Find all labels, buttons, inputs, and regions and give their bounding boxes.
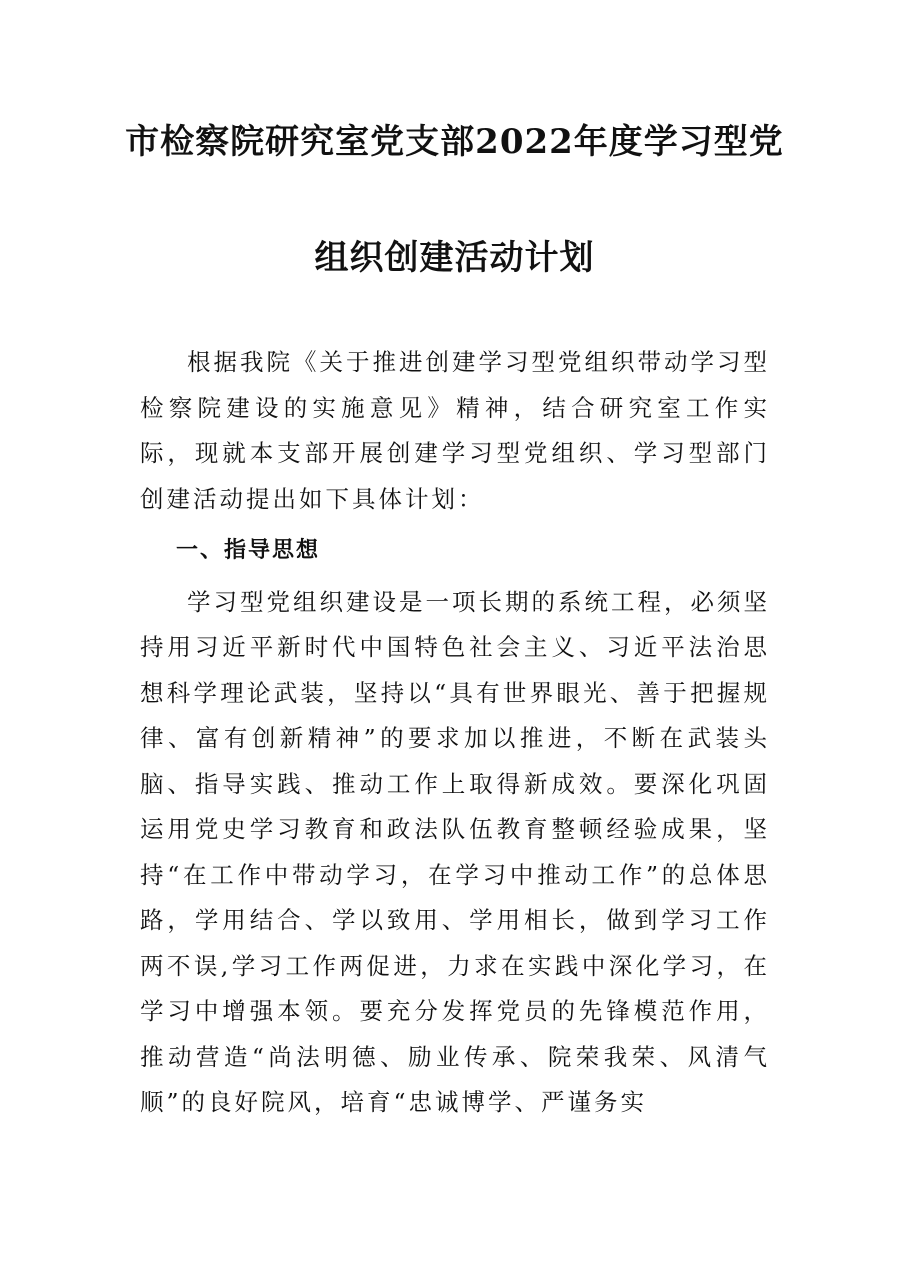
intro-paragraph: 根据我院《关于推进创建学习型党组织带动学习型检察院建设的实施意见》精神，结合研究室工作实际，现就本支部开展创建学习型党组织、学习型部门创建活动提出如下具体计划： (140, 348, 770, 513)
document-body (140, 340, 770, 1126)
section-paragraph-guiding-ideology: 学习型党组织建设是一项长期的系统工程，必须坚持用习近平新时代中国特色社会主义、习近平法治思想科学理论武装，坚持以“具有世界眼光、善于把握规律、富有创新精神”的要求加以推进，不断在武装头脑、指导实践、推动工作上取得新成效。要深化巩固运用党史学习教育和政法队伍教育整顿经验成果，坚持“在工作中带动学习，在学习中推动工作”的总体思路，学用结合、学以致用、学用相长，做到学习工作两不误,学习工作两促进，力求在实践中深化学习，在学习中增强本领。要充分发挥党员的先锋模范作用，推动营造“尚法明德、励业传承、院荣我荣、风清气顺”的良好院风，培育“忠诚博学、严谨务实 (140, 587, 770, 1116)
document-title-line-1: 市检察院研究室党支部2022年度学习型党 (125, 122, 784, 162)
document-title-line-2: 组织创建活动计划 (314, 238, 595, 278)
section-heading-guiding-ideology: 一、指导思想 (176, 538, 321, 563)
